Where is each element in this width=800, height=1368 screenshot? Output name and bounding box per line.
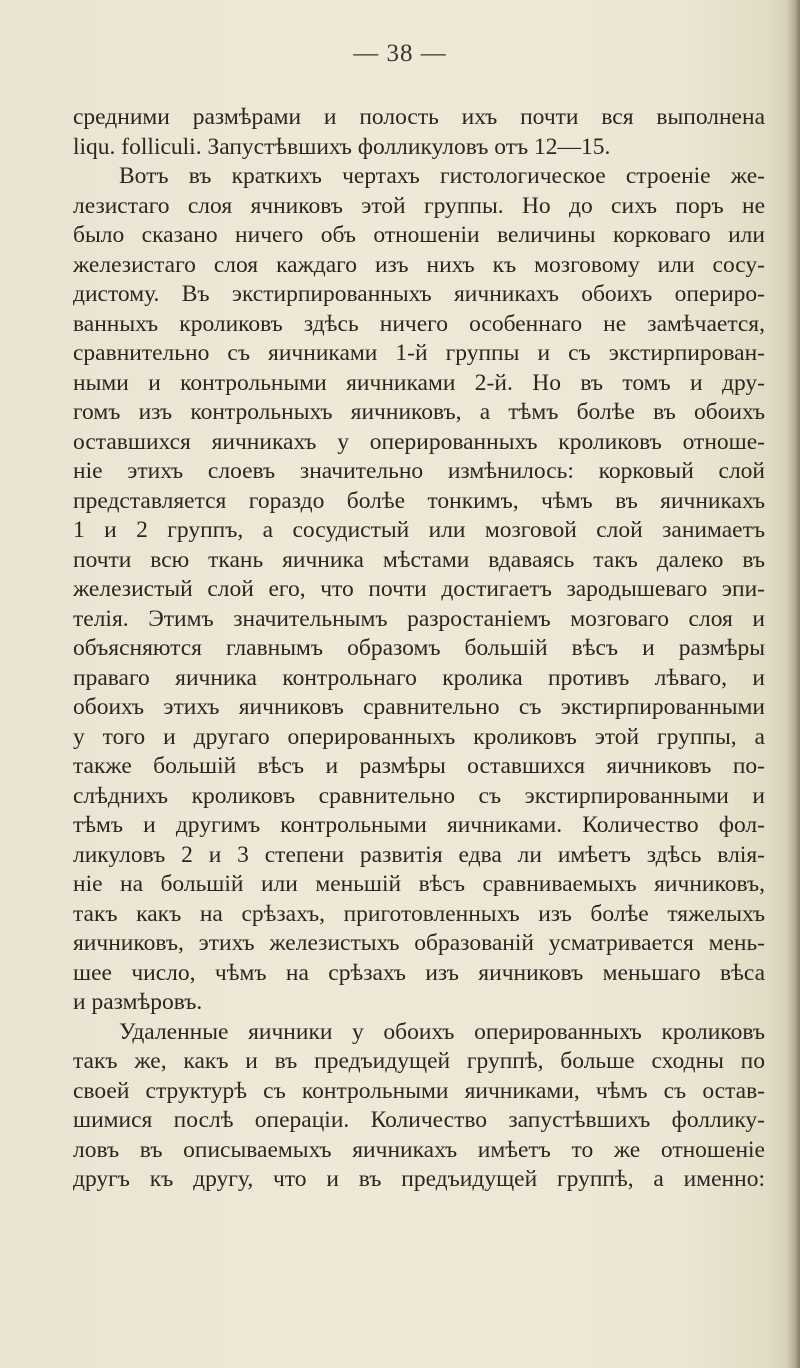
text-line: также большій вѣсъ и размѣры оставшихся яичниковъ по- — [73, 753, 765, 779]
text-line: своей структурѣ съ контрольными яичниками, чѣмъ съ остав- — [73, 1077, 765, 1104]
paragraph — [73, 1018, 765, 1195]
text-line: праваго яичника контрольнаго кролика противъ лѣваго, и — [73, 664, 765, 691]
text-line: ликуловъ 2 и 3 степени развитія едва ли имѣетъ здѣсь влія- — [73, 841, 765, 868]
page-edge-shadow — [786, 0, 800, 1368]
text-line: гомъ изъ контрольныхъ яичниковъ, а тѣмъ болѣе въ обоихъ — [73, 399, 765, 425]
text-line: почти всю ткань яичника мѣстами вдаваясь такъ далеко въ — [73, 546, 765, 573]
page-number: — 38 — — [353, 40, 447, 67]
text-line: дистому. Въ экстирпированныхъ яичникахъ обоихъ опериро- — [73, 281, 765, 307]
text-line: было сказано ничего объ отношеніи величины корковаго или — [73, 222, 765, 248]
text-line: у того и другаго оперированныхъ кроликовъ этой группы, а — [73, 723, 765, 750]
text-line: обоихъ этихъ яичниковъ сравнительно съ экстирпированными — [73, 694, 765, 720]
text-line: ными и контрольными яичниками 2-й. Но въ томъ и дру- — [73, 369, 765, 396]
text-line: такъ какъ на срѣзахъ, приготовленныхъ изъ болѣе тяжелыхъ — [73, 900, 765, 927]
body-text — [73, 103, 765, 1195]
text-line: объясняются главнымъ образомъ большій вѣсъ и размѣры — [73, 635, 765, 661]
text-line: Вотъ въ краткихъ чертахъ гистологическое строеніе же- — [119, 163, 765, 189]
text-line: оставшихся яичникахъ у оперированныхъ кроликовъ отноше- — [73, 428, 765, 455]
text-line: ванныхъ кроликовъ здѣсь ничего особеннаго не замѣчается, — [73, 310, 765, 337]
text-line: liqu. folliculi. Запустѣвшихъ фолликуловъ отъ 12—15. — [73, 133, 611, 160]
text-line: железистаго слоя каждаго изъ нихъ къ мозговому или сосу- — [73, 251, 765, 278]
text-line: и размѣровъ. — [73, 989, 203, 1015]
text-line: железистый слой его, что почти достигаетъ зародышеваго эпи- — [73, 576, 765, 602]
text-line: слѣднихъ кроликовъ сравнительно съ экстирпированными и — [73, 782, 765, 809]
text-line: лезистаго слоя ячниковъ этой группы. Но до сихъ поръ не — [73, 192, 765, 219]
text-line: 1 и 2 группъ, а сосудистый или мозговой слой занимаетъ — [73, 517, 765, 543]
paragraph — [73, 103, 765, 162]
text-line: яичниковъ, этихъ железистыхъ образованій усматривается мень- — [73, 930, 765, 956]
text-line: ніе этихъ слоевъ значительно измѣнилось: корковый слой — [73, 458, 765, 484]
text-line: сравнительно съ яичниками 1-й группы и съ экстирпирован- — [73, 340, 765, 366]
text-line: такъ же, какъ и въ предъидущей группѣ, больше сходны по — [73, 1048, 765, 1074]
text-line: Удаленные яичники у обоихъ оперированныхъ кроликовъ — [119, 1018, 765, 1045]
text-line: ніе на большій или меньшій вѣсъ сравниваемыхъ яичниковъ, — [73, 871, 765, 897]
text-line: телія. Этимъ значительнымъ разростаніемъ мозговаго слоя и — [73, 605, 765, 632]
text-line: другъ къ другу, что и въ предъидущей группѣ, а именно: — [73, 1166, 765, 1192]
text-line: шимися послѣ операціи. Количество запустѣвшихъ фоллику- — [73, 1107, 765, 1133]
text-line: представляется гораздо болѣе тонкимъ, чѣмъ въ яичникахъ — [73, 487, 765, 514]
text-line: ловъ въ описываемыхъ яичникахъ имѣетъ то же отношеніе — [73, 1136, 765, 1163]
text-line: тѣмъ и другимъ контрольными яичниками. Количество фол- — [73, 812, 765, 838]
paragraph — [73, 162, 765, 1018]
text-line: шее число, чѣмъ на срѣзахъ изъ яичниковъ меньшаго вѣса — [73, 959, 765, 986]
text-line: средними размѣрами и полость ихъ почти вся выполнена — [73, 104, 765, 130]
